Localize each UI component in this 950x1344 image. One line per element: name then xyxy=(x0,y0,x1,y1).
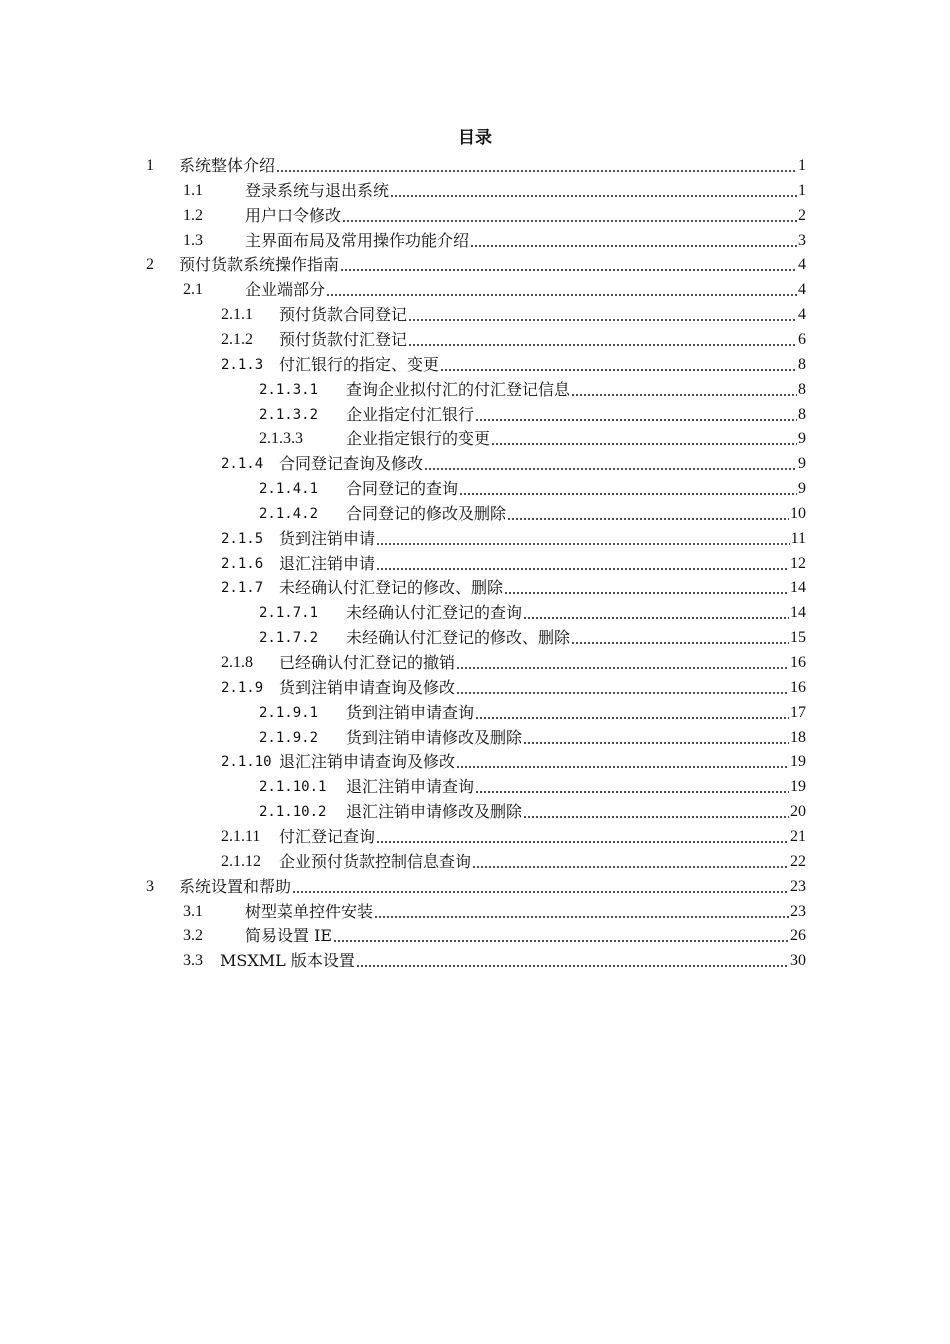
toc-entry-page: 4 xyxy=(798,306,806,324)
toc-entry[interactable] xyxy=(221,549,806,574)
toc-title: 目录 xyxy=(458,128,492,148)
toc-entry-page: 15 xyxy=(790,629,806,647)
toc-entry-label: 未经确认付汇登记的修改、删除 xyxy=(279,578,504,598)
toc-dot-leader xyxy=(475,717,789,719)
toc-entry-number: 2.1.10.1 xyxy=(259,779,327,796)
toc-entry[interactable] xyxy=(221,747,806,772)
toc-entry-number: 3.2 xyxy=(183,927,203,945)
toc-entry-label: 付汇登记查询 xyxy=(279,826,376,846)
toc-entry-label: 系统整体介绍 xyxy=(179,156,276,175)
toc-entry-page: 12 xyxy=(790,554,806,572)
toc-entry-number: 2.1.3.1 xyxy=(259,381,319,398)
toc-entry-page: 4 xyxy=(798,281,806,299)
toc-entry-label: 退汇注销申请 xyxy=(279,553,376,573)
toc-entry-label: 用户口令修改 xyxy=(245,205,342,225)
toc-entry-number: 1.2 xyxy=(183,206,203,224)
toc-entry-page: 3 xyxy=(798,231,806,249)
toc-dot-leader xyxy=(507,518,789,520)
toc-entry-page: 10 xyxy=(790,504,806,522)
toc-entry[interactable] xyxy=(259,698,806,723)
toc-entry[interactable] xyxy=(259,474,806,499)
toc-entry-page: 14 xyxy=(790,579,806,597)
toc-entry-label: 货到注销申请查询及修改 xyxy=(279,677,456,697)
toc-entry-page: 6 xyxy=(798,330,806,348)
toc-dot-leader xyxy=(475,791,789,793)
toc-entry[interactable] xyxy=(221,648,806,673)
toc-dot-leader xyxy=(276,170,797,172)
toc-entry-page: 19 xyxy=(790,753,806,771)
toc-entry-page: 14 xyxy=(790,604,806,622)
toc-entry[interactable] xyxy=(221,573,806,598)
toc-entry-label: 未经确认付汇登记的查询 xyxy=(346,603,523,623)
toc-entry-page: 23 xyxy=(790,877,806,895)
toc-entry-number: 2.1.4.2 xyxy=(259,505,319,522)
toc-entry-number: 2.1.7.1 xyxy=(259,605,319,622)
toc-entry-label: 合同登记的修改及删除 xyxy=(346,503,507,523)
toc-entry-label: 退汇注销申请查询 xyxy=(346,777,475,797)
toc-dot-leader xyxy=(356,965,789,967)
toc-dot-leader xyxy=(456,692,789,694)
toc-entry-page: 16 xyxy=(790,654,806,671)
toc-dot-leader xyxy=(470,245,797,247)
toc-dot-leader xyxy=(408,344,797,346)
toc-dot-leader xyxy=(523,617,789,619)
toc-entry[interactable] xyxy=(183,897,806,922)
toc-entry-number: 2.1.3 xyxy=(221,356,264,373)
toc-dot-leader xyxy=(342,220,797,222)
toc-entry-number: 3.1 xyxy=(183,902,203,920)
toc-entry-page: 9 xyxy=(798,480,806,498)
toc-dot-leader xyxy=(472,866,789,868)
toc-dot-leader xyxy=(333,940,789,942)
toc-entry-number: 2.1 xyxy=(183,281,203,299)
toc-entry-label: 未经确认付汇登记的修改、删除 xyxy=(346,628,571,648)
toc-entry-number: 2.1.2 xyxy=(221,330,253,348)
toc-dot-leader xyxy=(374,916,789,918)
toc-entry-number: 2.1.11 xyxy=(221,827,261,845)
toc-entry-label: 已经确认付汇登记的撤销 xyxy=(279,653,456,672)
toc-entry[interactable] xyxy=(259,499,806,524)
toc-entry-number: 2.1.7 xyxy=(221,580,264,597)
toc-entry-number: 2.1.6 xyxy=(221,555,264,572)
toc-dot-leader xyxy=(459,493,797,495)
toc-entry[interactable] xyxy=(221,822,806,847)
toc-entry-number: 2.1.8 xyxy=(221,654,253,671)
toc-entry[interactable] xyxy=(221,350,806,375)
toc-entry-page: 8 xyxy=(798,355,806,373)
toc-entry-page: 8 xyxy=(798,405,806,423)
toc-entry-label: 退汇注销申请查询及修改 xyxy=(279,752,456,772)
toc-entry[interactable] xyxy=(146,872,806,897)
toc-dot-leader xyxy=(408,319,797,321)
toc-dot-leader xyxy=(523,816,789,818)
toc-entry-label: 系统设置和帮助 xyxy=(179,876,292,896)
toc-entry-number: 1 xyxy=(146,157,154,174)
toc-entry-label: 企业指定银行的变更 xyxy=(346,429,491,449)
toc-entry[interactable] xyxy=(221,673,806,698)
toc-dot-leader xyxy=(523,742,789,744)
toc-dot-leader xyxy=(424,468,797,470)
toc-entry-label: 货到注销申请查询 xyxy=(346,702,475,722)
toc-entry-page: 4 xyxy=(798,256,806,274)
toc-entry[interactable] xyxy=(183,201,806,226)
toc-entry[interactable] xyxy=(146,151,806,176)
toc-entry-page: 18 xyxy=(790,728,806,746)
toc-entry[interactable] xyxy=(259,797,806,822)
toc-entry[interactable] xyxy=(221,847,806,872)
toc-entry-number: 1.3 xyxy=(183,231,203,249)
toc-entry-label: 预付货款合同登记 xyxy=(279,305,408,325)
toc-entry-page: 2 xyxy=(798,206,806,224)
toc-entry-number: 2.1.1 xyxy=(221,306,253,324)
toc-dot-leader xyxy=(456,766,789,768)
toc-dot-leader xyxy=(340,269,797,271)
toc-dot-leader xyxy=(376,568,789,570)
toc-entry-number: 2.1.9.1 xyxy=(259,704,319,721)
toc-entry-number: 2 xyxy=(146,256,154,274)
toc-entry-label: 付汇银行的指定、变更 xyxy=(279,354,440,374)
toc-dot-leader xyxy=(504,592,789,594)
toc-dot-leader xyxy=(326,294,797,296)
toc-entry-page: 1 xyxy=(798,157,806,174)
toc-entry-number: 2.1.7.2 xyxy=(259,630,319,647)
toc-dot-leader xyxy=(440,369,797,371)
toc-entry-number: 2.1.3.3 xyxy=(259,430,303,448)
toc-entry[interactable] xyxy=(221,449,806,474)
toc-entry[interactable] xyxy=(183,275,806,300)
toc-dot-leader xyxy=(376,841,789,843)
toc-entry-label: 合同登记查询及修改 xyxy=(279,454,424,474)
toc-entry-number: 2.1.3.2 xyxy=(259,406,319,423)
toc-entry-number: 2.1.12 xyxy=(221,852,261,870)
toc-dot-leader xyxy=(571,394,797,396)
toc-entry-page: 26 xyxy=(790,927,806,945)
toc-entry[interactable] xyxy=(146,250,806,275)
toc-entry[interactable] xyxy=(259,598,806,623)
toc-entry[interactable] xyxy=(259,723,806,748)
toc-entry-page: 19 xyxy=(790,778,806,796)
toc-entry-page: 8 xyxy=(798,380,806,398)
toc-entry-page: 16 xyxy=(790,678,806,696)
toc-entry[interactable] xyxy=(259,623,806,648)
toc-entry-label: 查询企业拟付汇的付汇登记信息 xyxy=(346,379,571,399)
toc-entry-number: 3.3 xyxy=(183,952,203,970)
toc-entry-label: 预付货款系统操作指南 xyxy=(179,255,340,275)
toc-dot-leader xyxy=(390,195,797,197)
toc-entry-label: MSXML 版本设置 xyxy=(220,951,355,971)
toc-dot-leader xyxy=(475,419,797,421)
toc-entry-number: 1.1 xyxy=(183,181,203,199)
toc-entry[interactable] xyxy=(259,400,806,425)
toc-entry[interactable] xyxy=(221,325,806,350)
toc-entry[interactable] xyxy=(183,946,806,971)
toc-entry-page: 1 xyxy=(798,181,806,199)
toc-entry[interactable] xyxy=(259,772,806,797)
toc-entry-page: 21 xyxy=(790,827,806,845)
toc-entry-label: 预付货款付汇登记 xyxy=(279,329,408,349)
toc-entry-number: 2.1.10.2 xyxy=(259,804,327,821)
toc-dot-leader xyxy=(491,443,797,445)
toc-entry[interactable] xyxy=(183,176,806,201)
toc-entry[interactable] xyxy=(183,226,806,251)
toc-entry[interactable] xyxy=(259,375,806,400)
toc-entry-label: 货到注销申请 xyxy=(279,528,376,548)
toc-dot-leader xyxy=(571,642,789,644)
toc-entry-page: 22 xyxy=(790,852,806,870)
toc-entry-label: 退汇注销申请修改及删除 xyxy=(346,802,523,822)
toc-entry-label: 货到注销申请修改及删除 xyxy=(346,727,523,747)
toc-entry-label: 企业指定付汇银行 xyxy=(346,404,475,424)
toc-entry-page: 17 xyxy=(790,703,806,721)
toc-entry-number: 3 xyxy=(146,877,154,895)
toc-entry[interactable] xyxy=(221,300,806,325)
toc-entry-label: 主界面布局及常用操作功能介绍 xyxy=(245,230,470,250)
toc-entry-number: 2.1.4 xyxy=(221,456,264,473)
toc-entry-page: 20 xyxy=(790,803,806,821)
toc-dot-leader xyxy=(376,543,790,545)
toc-entry[interactable] xyxy=(221,524,806,549)
toc-entry-label: 企业预付货款控制信息查询 xyxy=(279,851,472,871)
toc-entry-label: 树型菜单控件安装 xyxy=(245,901,374,921)
toc-dot-leader xyxy=(456,667,789,669)
toc-entry-page: 30 xyxy=(790,952,806,970)
toc-entry[interactable] xyxy=(259,424,806,449)
toc-entry[interactable] xyxy=(183,921,806,946)
toc-entry-page: 11 xyxy=(790,529,806,547)
toc-entry-number: 2.1.10 xyxy=(221,754,272,771)
toc-entry-page: 9 xyxy=(798,430,806,448)
toc-entry-page: 23 xyxy=(790,902,806,920)
toc-entry-label: 简易设置 IE xyxy=(245,926,333,946)
toc-dot-leader xyxy=(292,891,789,893)
toc-entry-label: 合同登记的查询 xyxy=(346,479,459,499)
toc-entry-page: 9 xyxy=(798,455,806,473)
toc-entry-number: 2.1.4.1 xyxy=(259,481,319,498)
toc-entry-number: 2.1.5 xyxy=(221,530,264,547)
toc-entry-label: 企业端部分 xyxy=(245,280,326,300)
toc-entry-label: 登录系统与退出系统 xyxy=(245,180,390,200)
toc-entry-number: 2.1.9.2 xyxy=(259,729,319,746)
toc-entry-number: 2.1.9 xyxy=(221,679,264,696)
